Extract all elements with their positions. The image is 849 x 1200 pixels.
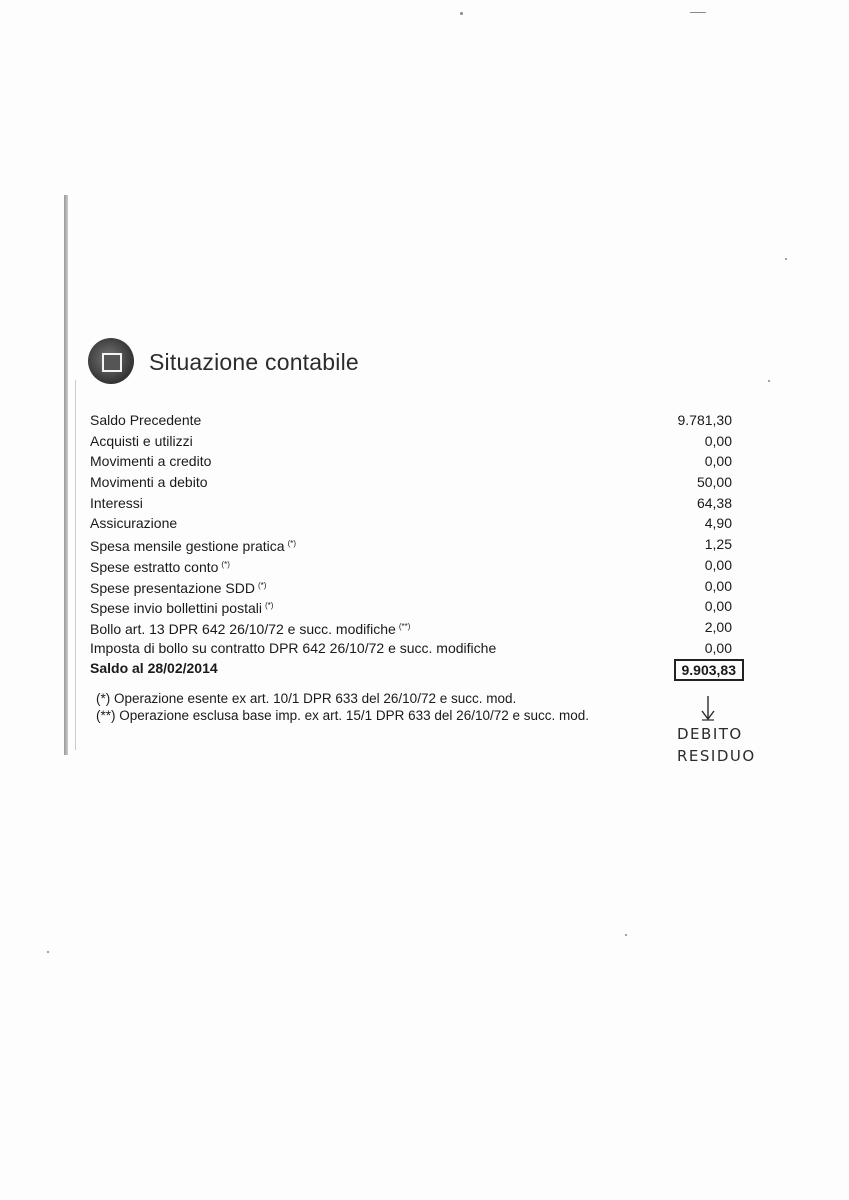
row-value: 0,00 (704, 432, 732, 449)
table-row (90, 431, 740, 452)
footnote-mark: (*) (265, 601, 274, 611)
section-header (88, 338, 488, 388)
footnote: (*) Operazione esente ex art. 10/1 DPR 633 del 26/10/72 e succ. mod. (96, 691, 517, 706)
row-label: Imposta di bollo su contratto DPR 642 26/10/72 e succ. modifiche (90, 639, 497, 656)
row-value: 0,00 (704, 453, 732, 470)
total-label: Saldo al 28/02/2014 (90, 660, 218, 677)
table-row (90, 617, 740, 638)
table-row (90, 576, 740, 597)
footnote-mark: (*) (221, 559, 230, 569)
row-value: 0,00 (704, 639, 732, 656)
row-label: Movimenti a credito (90, 453, 212, 470)
row-label: Movimenti a debito (90, 474, 208, 491)
handwritten-note-line1: DEBITO (677, 725, 743, 743)
row-value: 0,00 (704, 577, 732, 594)
total-row (90, 658, 740, 679)
scan-speck (690, 12, 706, 13)
row-label: Bollo art. 13 DPR 642 26/10/72 e succ. modifiche (**) (90, 620, 411, 637)
table-row (90, 493, 740, 514)
table-row (90, 451, 740, 472)
row-label: Acquisti e utilizzi (90, 432, 193, 449)
table-row (90, 596, 740, 617)
footnote-mark: (*) (287, 539, 297, 549)
row-value: 0,00 (704, 598, 732, 615)
row-label: Assicurazione (90, 515, 178, 532)
handwritten-note-line2: RESIDUO (677, 747, 756, 765)
row-label: Interessi (90, 494, 143, 511)
scan-speck (785, 258, 787, 260)
row-label: Saldo Precedente (90, 412, 202, 428)
table-row (90, 513, 740, 534)
handwritten-arrow-down-icon (698, 694, 718, 724)
row-value: 50,00 (696, 474, 732, 491)
section-title: Situazione contabile (149, 349, 359, 375)
footnote-mark: (**) (398, 621, 411, 631)
scan-speck (768, 380, 770, 382)
total-value-box: 9.903,83 (674, 659, 745, 681)
table-row (90, 472, 740, 493)
document-icon (88, 338, 134, 384)
scan-edge-mark (64, 195, 68, 755)
table-row (90, 534, 740, 555)
table-row (90, 410, 740, 431)
account-summary-table (90, 410, 740, 679)
row-label: Spese estratto conto (*) (90, 558, 230, 575)
scan-speck (625, 934, 627, 936)
table-row (90, 555, 740, 576)
row-label: Spese invio bollettini postali (*) (90, 600, 274, 617)
scan-edge-mark-thin (75, 380, 76, 750)
row-label: Spesa mensile gestione pratica (*) (90, 538, 297, 555)
scan-speck (460, 12, 463, 15)
footnote: (**) Operazione esclusa base imp. ex art. 15/1 DPR 633 del 26/10/72 e succ. mod. (96, 708, 590, 723)
scan-speck (47, 951, 49, 953)
row-value: 0,00 (704, 556, 732, 573)
row-label: Spese presentazione SDD (*) (90, 579, 267, 596)
footnote-mark: (*) (258, 580, 267, 590)
table-row (90, 638, 740, 659)
row-value: 2,00 (704, 618, 732, 635)
row-value: 4,90 (704, 515, 732, 532)
row-value: 64,38 (696, 494, 732, 511)
row-value: 9.781,30 (677, 412, 732, 428)
footnotes (96, 690, 589, 724)
row-value: 1,25 (704, 536, 732, 553)
